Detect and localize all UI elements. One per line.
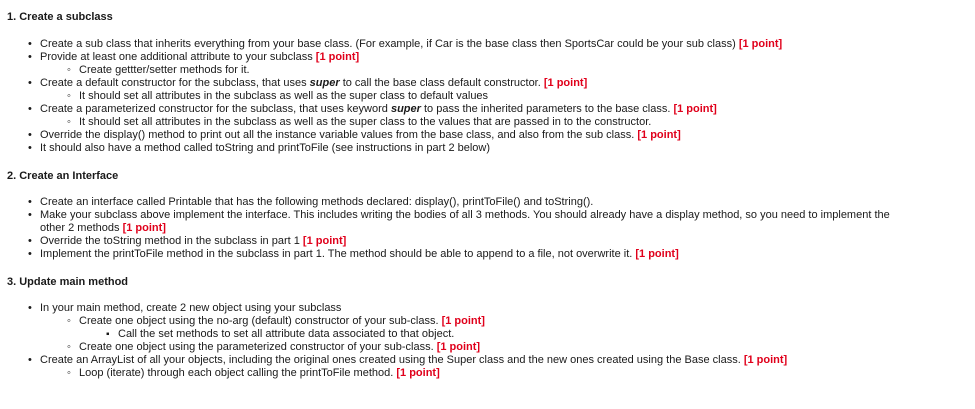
list-item (79, 116, 651, 129)
list-item (40, 235, 346, 248)
item-text: Create a parameterized constructor for the subclass, that uses keyword (40, 103, 388, 115)
list-item (40, 129, 681, 142)
section-3-heading: 3. Update main method (7, 276, 129, 288)
item-text: Create one object using the parameterized constructor of your sub-class. (79, 341, 434, 353)
list-item (40, 354, 787, 367)
points-badge: [1 point] (543, 77, 588, 89)
item-text: Create gettter/setter methods for it. (79, 64, 250, 76)
list-item (79, 367, 440, 380)
item-text: Create a default constructor for the subclass, that uses (40, 77, 307, 89)
item-text: other 2 methods (40, 222, 120, 234)
section-1-heading: 1. Create a subclass (7, 11, 113, 23)
points-badge: [1 point] (302, 235, 347, 247)
item-text: Override the toString method in the subclass in part 1 (40, 235, 300, 247)
list-item (79, 64, 250, 77)
points-badge: [1 point] (315, 51, 360, 63)
list-item-continuation (40, 222, 166, 235)
points-badge: [1 point] (436, 341, 481, 353)
item-text: Create one object using the no-arg (default) constructor of your sub-class. (79, 315, 439, 327)
list-item (40, 142, 490, 155)
points-badge: [1 point] (673, 103, 717, 115)
keyword-super: super (309, 77, 340, 89)
item-text: to pass the inherited parameters to the base class. (423, 103, 671, 115)
list-item (79, 315, 485, 328)
list-item (40, 302, 341, 315)
item-text: Make your subclass above implement the interface. This includes writing the bodies of all 3 methods. You should already have a display method, so you need to implement the (40, 209, 890, 221)
item-text: Call the set methods to set all attribute data associated to that object. (118, 328, 455, 340)
item-text: Create a sub class that inherits everything from your base class. (For example, if Car is the base class then SportsCar could be your sub class) (40, 38, 736, 50)
item-text: Create an interface called Printable that has the following methods declared: display(), printToFile() and toString(). (40, 196, 594, 208)
item-text: Loop (iterate) through each object calling the printToFile method. (79, 367, 394, 379)
points-badge: [1 point] (635, 248, 679, 260)
list-item (40, 51, 359, 64)
list-item (79, 90, 488, 103)
item-text: to call the base class default constructor. (342, 77, 541, 89)
keyword-super: super (390, 103, 421, 115)
list-item (40, 103, 717, 116)
list-item (40, 77, 587, 90)
list-item (40, 248, 679, 261)
item-text: It should also have a method called toString and printToFile (see instructions in part 2 below) (40, 142, 491, 154)
item-text: It should set all attributes in the subclass as well as the super class to default values (79, 90, 489, 102)
item-text: Provide at least one additional attribute to your subclass (40, 51, 313, 63)
points-badge: [1 point] (122, 222, 166, 234)
points-badge: [1 point] (738, 38, 783, 50)
points-badge: [1 point] (743, 354, 788, 366)
item-text: In your main method, create 2 new object using your subclass (40, 302, 342, 314)
item-text: Implement the printToFile method in the subclass in part 1. The method should be able to append to a file, not overwrite it. (40, 248, 633, 260)
section-2-heading: 2. Create an Interface (7, 170, 119, 182)
list-item (40, 38, 782, 51)
list-item (118, 328, 454, 341)
list-item (79, 341, 480, 354)
list-item (40, 209, 890, 222)
points-badge: [1 point] (441, 315, 485, 327)
item-text: It should set all attributes in the subclass as well as the super class to the values that are passed in to the constructor. (79, 116, 652, 128)
points-badge: [1 point] (396, 367, 440, 379)
list-item (40, 196, 593, 209)
item-text: Create an ArrayList of all your objects, including the original ones created using the Super class and the new ones created using the Base class. (40, 354, 741, 366)
points-badge: [1 point] (637, 129, 681, 141)
item-text: Override the display() method to print out all the instance variable values from the base class, and also from the sub class. (40, 129, 635, 141)
